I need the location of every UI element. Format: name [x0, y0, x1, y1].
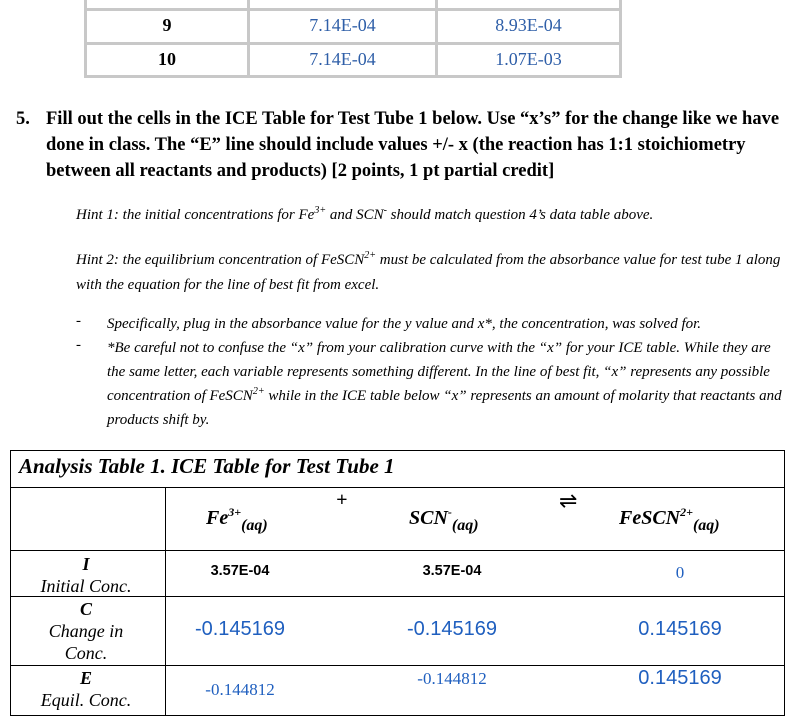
equil-fe: -0.144812: [205, 680, 275, 699]
bullet-dash: -: [76, 313, 81, 329]
equilibrium-arrow-icon: ⇌: [559, 489, 578, 514]
row-equilibrium-label: E Equil. Conc.: [40, 668, 132, 710]
hint-1: Hint 1: the initial concentrations for $Fe^{3+}$ and SCN- should match question 4’s data table above.: [76, 205, 654, 223]
table-cell: 1.07E-03: [495, 49, 562, 69]
initial-fescn: 0: [675, 563, 685, 582]
table-border: [84, 8, 622, 11]
plus-sign: +: [336, 489, 348, 511]
ice-table-caption: Analysis Table 1. ICE Table for Test Tube 1: [19, 454, 395, 478]
species-fescn2plus: FeSCN$^{2+}_{(aq)}$: [619, 505, 720, 534]
question-number: 5.: [16, 109, 30, 129]
table-cell: 7.14E-04: [309, 15, 376, 35]
equil-scn: -0.144812: [417, 669, 487, 688]
table-cell: 7.14E-04: [309, 49, 376, 69]
change-fescn: 0.145169: [638, 618, 722, 640]
table-border: [619, 0, 622, 78]
table-cell-trial: 10: [158, 49, 176, 69]
bullet-text: *Be careful not to confuse the “x” from your calibration curve with the “x” for your ICE table. While they are the same letter, each variable represents something different. In the line of best fit, “x” represents any possible concentration of FeSCN$^{2+}$ while in the ICE table below “x” represents an amount of molarity that reactants and products shift by.: [107, 340, 782, 428]
change-scn: -0.145169: [406, 618, 498, 640]
change-fe: -0.145169: [194, 618, 286, 640]
bullet-dash: -: [76, 337, 81, 353]
initial-scn: 3.57E-04: [422, 563, 482, 579]
species-fe3plus: $Fe^{3+}_{(aq)}$: [206, 505, 268, 534]
table-border: [84, 75, 622, 78]
table-cell: 8.93E-04: [495, 15, 562, 35]
table-border: [84, 42, 622, 45]
table-border: [11, 487, 784, 488]
table-border: [11, 550, 784, 551]
table-border: [11, 665, 784, 666]
species-scn: $SCN^-_{(aq)}$: [409, 505, 479, 534]
bullet-text: Specifically, plug in the absorbance value for the y value and x*, the concentration, was solved for.: [107, 316, 702, 332]
initial-fe: 3.57E-04: [210, 563, 270, 579]
concentration-data-table: [84, 0, 622, 78]
question-text: Fill out the cells in the ICE Table for Test Tube 1 below. Use “x’s” for the change like we have done in class. The “E” line should include values +/- x (the reaction has 1:1 stoichiometry between all reactants and products) [2 points, 1 pt partial credit]: [46, 109, 780, 181]
row-change-label: C Change in Conc.: [48, 599, 124, 663]
equil-fescn: 0.145169: [638, 667, 722, 689]
table-cell-trial: 9: [162, 15, 172, 35]
row-initial-label: I Initial Conc.: [40, 554, 132, 596]
ice-table: [10, 450, 785, 716]
hint-2: Hint 2: the equilibrium concentration of FeSCN$^{2+}$ must be calculated from the absorbance value for test tube 1 along with the equation for the line of best fit from excel.: [76, 250, 781, 293]
